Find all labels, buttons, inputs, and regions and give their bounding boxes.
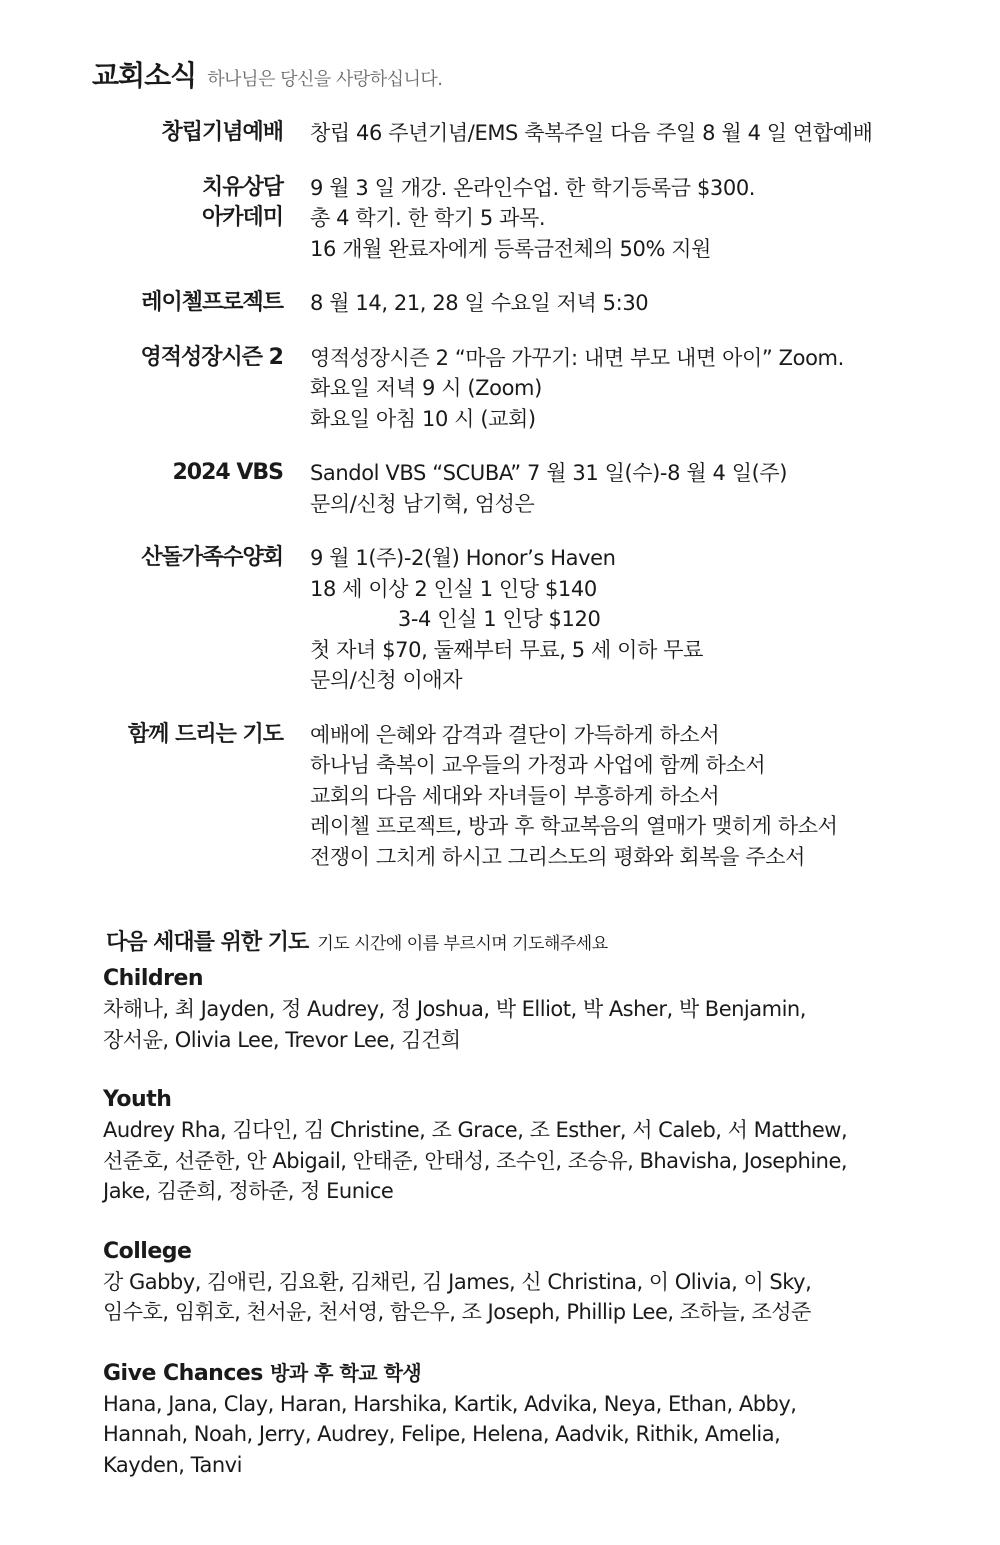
announcement-line: 8 월 14, 21, 28 일 수요일 저녁 5:30	[310, 291, 649, 315]
prayer-subtitle: 기도 시간에 이름 부르시며 기도해주세요	[317, 934, 608, 954]
announcement-line: 18 세 이상 2 인실 1 인당 $140	[310, 576, 597, 601]
announcement-body	[310, 118, 873, 149]
announcement-body	[310, 543, 703, 696]
prayer-group-give-chances	[103, 1358, 983, 1481]
group-title-text: Give Chances	[103, 1360, 263, 1386]
announcement-line: 영적성장시즌 2 “마음 가꾸기: 내면 부모 내면 아이” Zoom.	[310, 345, 844, 370]
announcement-line: 화요일 저녁 9 시 (Zoom)	[310, 376, 542, 400]
announcement-spiritual-growth	[0, 343, 1000, 435]
announcement-label: 함께 드리는 기도	[127, 721, 283, 747]
announcement-line: 3-4 인실 1 인당 $120	[310, 607, 601, 631]
announcement-line: 교회의 다음 세대와 자녀들이 부흥하게 하소서	[310, 783, 720, 808]
group-names-line: 임수호, 임휘호, 천서윤, 천서영, 함은우, 조 Joseph, Phillip Lee, 조하늘, 조성준	[103, 1300, 811, 1324]
announcement-line: 레이첼 프로젝트, 방과 후 학교복음의 열매가 맺히게 하소서	[310, 814, 838, 838]
announcement-line: 예배에 은혜와 감격과 결단이 가득하게 하소서	[310, 722, 720, 747]
announcement-line: 전쟁이 그치게 하시고 그리스도의 평화와 회복을 주소서	[310, 844, 806, 869]
group-title	[103, 1358, 983, 1389]
announcement-line: 총 4 학기. 한 학기 5 과목.	[310, 206, 546, 230]
prayer-group-children	[103, 964, 983, 1055]
page-subtitle: 하나님은 당신을 사랑하십니다.	[207, 69, 443, 90]
prayer-title: 다음 세대를 위한 기도	[106, 930, 309, 955]
prayer-header	[106, 925, 983, 956]
announcement-line: 16 개월 완료자에게 등록금전체의 50% 지원	[310, 236, 712, 261]
group-names-line: Jake, 김준희, 정하준, 정 Eunice	[103, 1179, 394, 1203]
group-title-text: Children	[103, 966, 204, 991]
group-subtitle: 방과 후 학교 학생	[270, 1360, 422, 1385]
announcement-line: 하나님 축복이 교우들의 가정과 사업에 함께 하소서	[310, 753, 766, 777]
announcement-label: 치유상담 아카데미	[201, 174, 283, 230]
announcement-line: 9 월 3 일 개강. 온라인수업. 한 학기등록금 $300.	[310, 175, 756, 200]
announcement-body	[310, 720, 837, 873]
group-title-text: College	[103, 1238, 192, 1264]
group-title	[103, 964, 983, 994]
announcement-line: 문의/신청 이애자	[310, 668, 463, 692]
announcement-line: 첫 자녀 $70, 둘째부터 무료, 5 세 이하 무료	[310, 637, 703, 662]
announcement-prayer	[0, 720, 1000, 873]
announcement-counseling-academy	[0, 173, 1000, 265]
group-title-text: Youth	[103, 1087, 172, 1112]
announcement-rachel-project	[0, 288, 1000, 319]
group-names-line: 차해나, 최 Jayden, 정 Audrey, 정 Joshua, 박 Elliot, 박 Asher, 박 Benjamin,	[103, 997, 806, 1021]
group-names-line: 선준호, 선준한, 안 Abigail, 안태준, 안태성, 조수인, 조승유, Bhavisha, Josephine,	[103, 1148, 848, 1173]
group-names-line: Hana, Jana, Clay, Haran, Harshika, Kartik, Advika, Neya, Ethan, Abby,	[103, 1391, 797, 1416]
announcement-body	[310, 343, 844, 435]
announcement-label: 2024 VBS	[172, 460, 283, 485]
group-title	[103, 1085, 983, 1115]
announcement-label: 영적성장시즌 2	[140, 344, 283, 370]
prayer-group-youth	[103, 1085, 983, 1207]
prayer-group-college	[103, 1237, 983, 1328]
announcement-line: 문의/신청 남기혁, 엄성은	[310, 491, 535, 516]
announcement-body	[310, 458, 787, 519]
announcement-family-retreat	[0, 543, 1000, 696]
group-names-line: 장서윤, Olivia Lee, Trevor Lee, 김건희	[103, 1027, 461, 1052]
announcement-label: 산돌가족수양회	[141, 545, 283, 570]
announcement-line: 9 월 1(주)-2(월) Honor’s Haven	[310, 546, 616, 570]
announcement-label: 레이첼프로젝트	[141, 290, 283, 315]
group-names-line: Audrey Rha, 김다인, 김 Christine, 조 Grace, 조 Esther, 서 Caleb, 서 Matthew,	[103, 1118, 848, 1142]
page-header	[92, 54, 443, 94]
announcement-body	[310, 288, 648, 319]
announcement-line: 창립 46 주년기념/EMS 축복주일 다음 주일 8 월 4 일 연합예배	[310, 121, 873, 145]
next-generation-prayer	[103, 925, 983, 1510]
group-title	[103, 1237, 983, 1267]
announcement-line: Sandol VBS “SCUBA” 7 월 31 일(수)-8 월 4 일(주)	[310, 461, 788, 485]
group-names-line: 강 Gabby, 김애린, 김요환, 김채린, 김 James, 신 Christina, 이 Olivia, 이 Sky,	[103, 1269, 812, 1294]
announcement-vbs	[0, 458, 1000, 519]
page-title: 교회소식	[92, 59, 197, 92]
announcement-line: 화요일 아침 10 시 (교회)	[310, 406, 536, 431]
announcement-body	[310, 173, 755, 265]
announcement-list	[0, 118, 1000, 896]
group-names-line: Kayden, Tanvi	[103, 1452, 242, 1477]
announcement-label: 창립기념예배	[161, 120, 283, 145]
group-names-line: Hannah, Noah, Jerry, Audrey, Felipe, Helena, Aadvik, Rithik, Amelia,	[103, 1422, 781, 1446]
announcement-anniversary	[0, 118, 1000, 149]
